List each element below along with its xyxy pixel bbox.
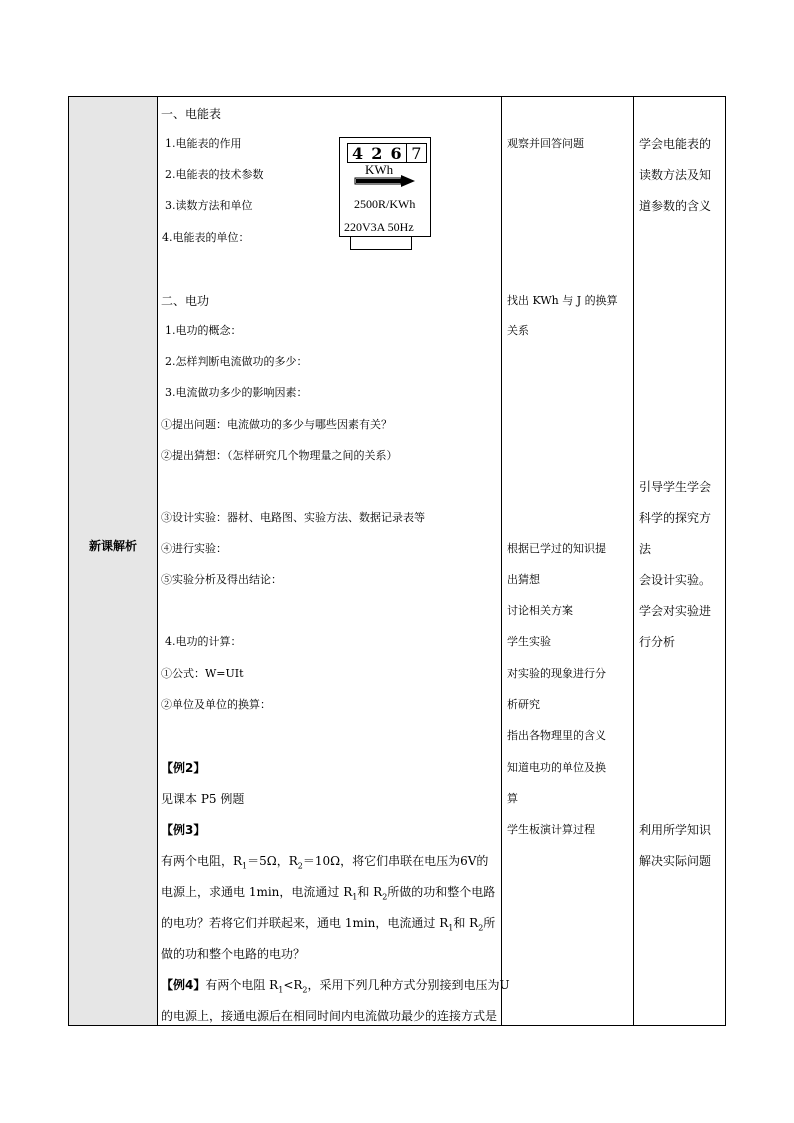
inquiry-step: ④进行实验： — [161, 542, 227, 555]
meter-digit: 2 — [371, 144, 383, 163]
student-activity: 算 — [507, 792, 518, 805]
teaching-goal: 利用所学知识 — [639, 823, 712, 837]
student-activity: 对实验的现象进行分 — [507, 667, 606, 680]
example3-title: 【例3】 — [161, 823, 206, 837]
calc-title: 4.电功的计算： — [165, 635, 242, 648]
teaching-goal: 道参数的含义 — [639, 199, 712, 213]
column-divider — [501, 97, 502, 1025]
inquiry-step: ②提出猜想：（怎样研究几个物理量之间的关系） — [161, 449, 398, 462]
student-activity: 找出 KWh 与 J 的换算 — [507, 294, 618, 307]
meter-arrow-icon — [354, 175, 416, 187]
part1-item: 2.电能表的技术参数 — [165, 168, 264, 181]
section-label-cell — [69, 97, 157, 1025]
student-activity: 出猜想 — [507, 573, 540, 586]
column-divider — [157, 97, 158, 1025]
meter-unit: KWh — [365, 162, 394, 177]
example4-line: 的电源上，接通电源后在相同时间内电流做功最少的连接方式是 — [161, 1009, 498, 1023]
example3-line: 做的功和整个电路的电功？ — [161, 947, 306, 961]
teaching-goal: 引导学生学会 — [639, 480, 712, 494]
part2-item: 2.怎样判断电流做功的多少： — [165, 355, 308, 368]
example3-line: 的电功？若将它们并联起来，通电 1min，电流通过 $R_1$和 $R_2$所 — [161, 916, 496, 933]
meter-digit: 6 — [390, 144, 402, 163]
formula: ①公式：W=UIt — [161, 667, 244, 680]
student-activity: 指出各物理里的含义 — [507, 729, 606, 742]
inquiry-step: ③设计实验：器材、电路图、实验方法、数据记录表等 — [161, 511, 425, 524]
inquiry-step: ①提出问题：电流做功的多少与哪些因素有关？ — [161, 418, 392, 431]
meter-digits — [347, 143, 427, 163]
part2-title: 二、电功 — [161, 294, 210, 308]
meter-spec: 220V3A 50Hz — [344, 220, 414, 234]
student-activity: 关系 — [507, 324, 529, 337]
teaching-goal: 行分析 — [639, 635, 676, 649]
student-activity: 学生板演计算过程 — [507, 823, 595, 836]
column-divider — [633, 97, 634, 1025]
example3-line: 有两个电阻，$R_1=5\Omega$，$R_2=10\Omega$，将它们串联在电压为6V的 — [161, 854, 489, 871]
teaching-goal: 读数方法及知 — [639, 168, 712, 182]
unit-conversion: ②单位及单位的换算： — [161, 698, 271, 711]
meter-digit: 7 — [406, 144, 426, 162]
part1-item: 1.电能表的作用 — [165, 137, 242, 150]
teaching-goal: 解决实际问题 — [639, 854, 712, 868]
part2-item: 3.电流做功多少的影响因素： — [165, 386, 308, 399]
example3-line: 电源上，求通电 1min，电流通过 $R_1$和 $R_2$所做的功和整个电路 — [161, 885, 496, 902]
student-activity: 知道电功的单位及换 — [507, 761, 606, 774]
part2-item: 1.电功的概念： — [165, 324, 242, 337]
teaching-goal: 学会对实验进 — [639, 604, 712, 618]
example2-title: 【例2】 — [161, 761, 206, 775]
part1-title: 一、电能表 — [161, 107, 222, 121]
meter-digit: 4 — [352, 144, 364, 163]
student-activity: 讨论相关方案 — [507, 604, 573, 617]
inquiry-step: ⑤实验分析及得出结论： — [161, 573, 282, 586]
teaching-goal: 科学的探究方 — [639, 511, 712, 525]
student-activity: 析研究 — [507, 698, 540, 711]
example4-line: 【例4】有两个电阻 $R_1<R_2$，采用下列几种方式分别接到电压为U — [161, 978, 510, 995]
student-activity: 观察并回答问题 — [507, 137, 584, 150]
teaching-goal: 学会电能表的 — [639, 137, 712, 151]
section-label: 新课解析 — [88, 539, 137, 553]
part1-item: 4.电能表的单位： — [162, 231, 250, 244]
part1-item: 3.读数方法和单位 — [165, 199, 253, 212]
student-activity: 学生实验 — [507, 635, 551, 648]
teaching-goal: 法 — [639, 542, 652, 556]
student-activity: 根据已学过的知识提 — [507, 542, 606, 555]
example2-text: 见课本 P5 例题 — [161, 792, 245, 806]
teaching-goal: 会设计实验。 — [639, 573, 712, 587]
meter-rating: 2500R/KWh — [354, 197, 416, 211]
meter-base — [350, 236, 412, 250]
